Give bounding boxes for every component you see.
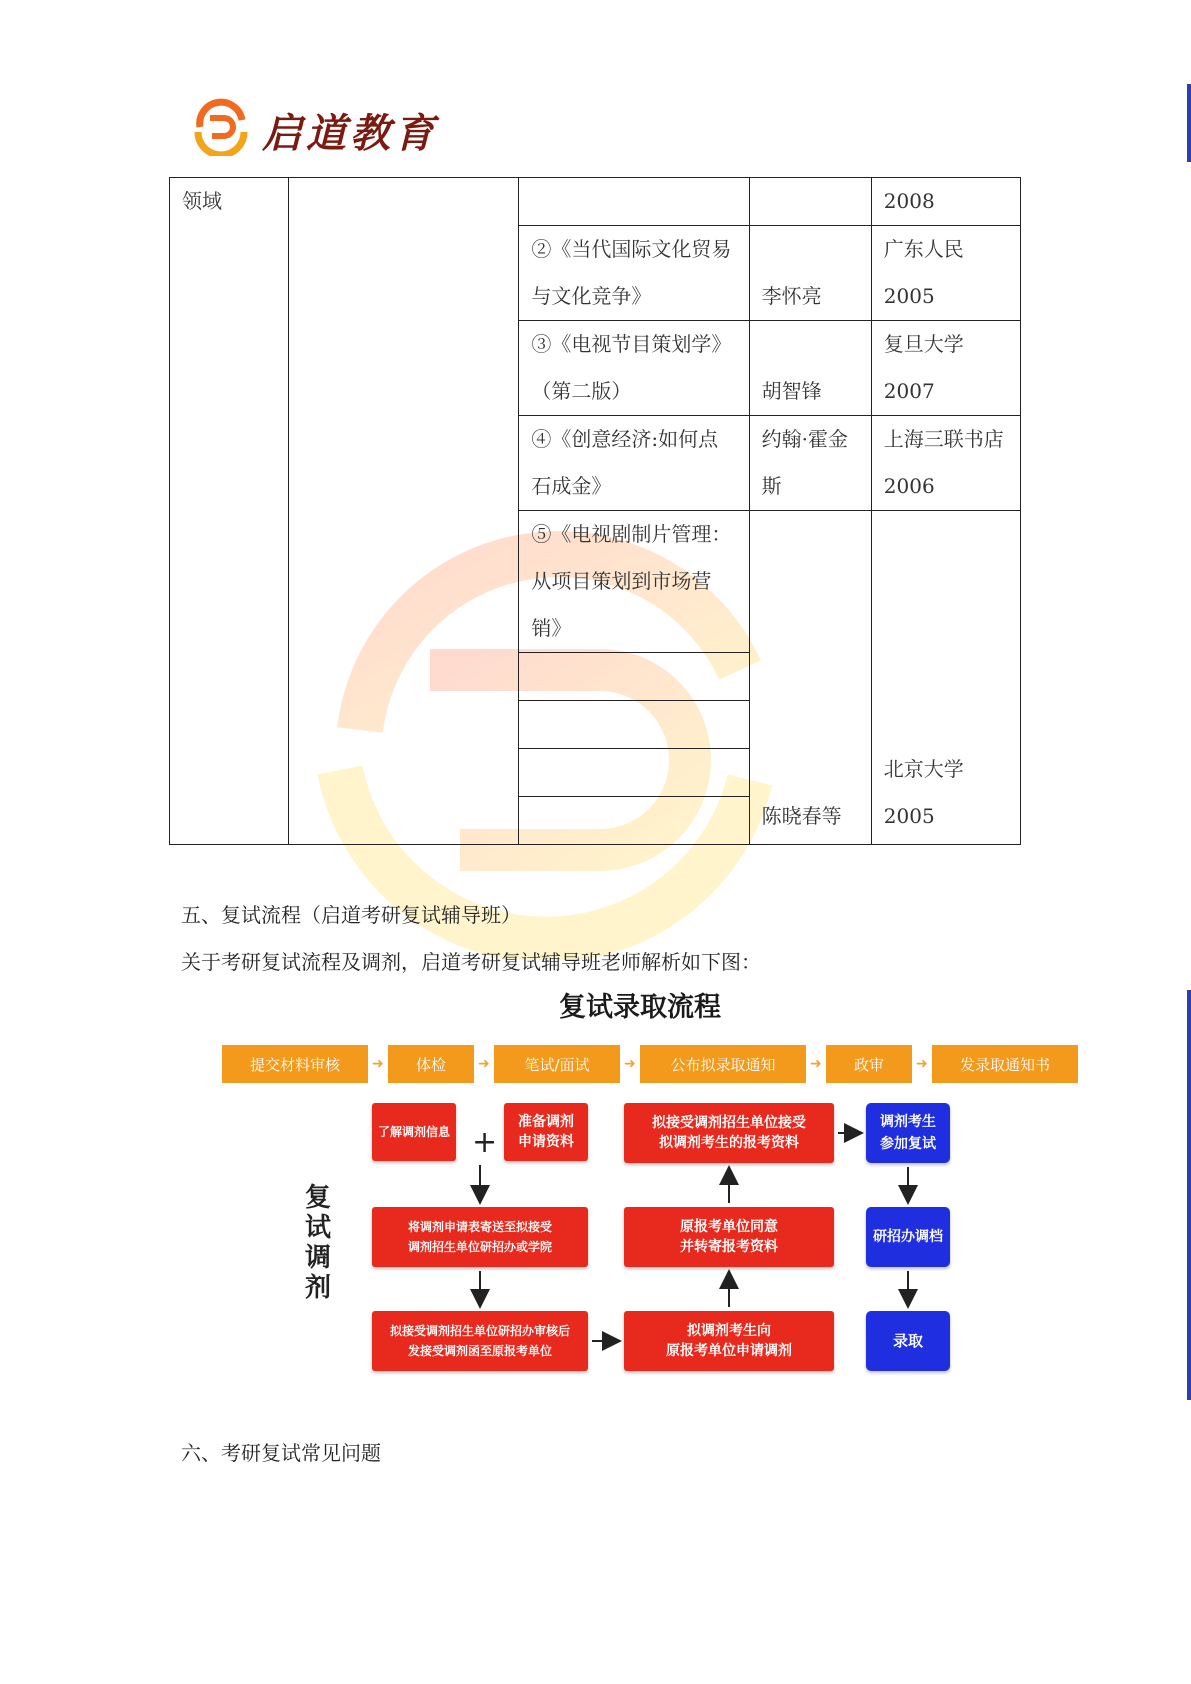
table-cell-field [170,178,289,845]
cell-line [762,558,859,605]
box-attend-interview: 调剂考生 参加复试 [866,1103,950,1163]
cell-line [884,652,1008,699]
table-cell-publisher [871,416,1020,511]
step-offer-letter: 发录取通知书 [932,1045,1078,1083]
table-row [170,178,1021,226]
admission-flowchart [200,985,1080,1395]
table-cell-publisher [871,321,1020,416]
box-apply-adjustment: 拟调剂考生向 原报考单位申请调剂 [624,1311,834,1371]
table-cell-title [519,511,749,845]
table-cell-author [749,321,871,416]
cell-line: 李怀亮 [761,284,822,308]
cell-line: 陈晓春等 [761,804,842,828]
cell-line: 2005 [883,284,935,308]
step-material-review: 提交材料审核 [222,1045,368,1083]
empty-subcell [519,652,748,700]
cell-line: 2008 [883,189,935,213]
cell-line: 上海三联书店 [883,427,1004,451]
table-cell-title [519,321,749,416]
cell-line [762,226,859,273]
box-receive-materials: 拟接受调剂招生单位接受 拟调剂考生的报考资料 [624,1103,834,1163]
section-heading: 六、考研复试常见问题 [181,1441,381,1465]
table-cell-title [519,226,749,321]
logo-mark-icon [192,98,250,156]
box-admit: 录取 [866,1311,950,1371]
step-admission-notice: 公布拟录取通知 [640,1045,806,1083]
cell-line [884,558,1008,605]
cell-line: ④《创意经济:如何点 [531,427,719,451]
step-physical-exam: 体检 [388,1045,474,1083]
box-agree-forward: 原报考单位同意 并转寄报考资料 [624,1207,834,1267]
cell-line: 北京大学 [883,757,964,781]
empty-subcell [519,796,748,844]
logo-text: 启道教育 [262,110,438,157]
box-send-application: 将调剂申请表寄送至拟接受 调剂招生单位研招办或学院 [372,1207,588,1267]
plus-icon: + [472,1125,498,1160]
book-list-table [169,177,1021,845]
step-political-review: 政审 [826,1045,912,1083]
cell-line: 约翰·霍金 [761,427,849,451]
box-learn-info: 了解调剂信息 [372,1103,456,1161]
cell-line: 2006 [883,474,935,498]
flow-arrows [200,985,1080,1395]
cell-line: 石成金》 [531,474,612,498]
table-cell-publisher [871,511,1020,845]
cell-line: 2005 [883,804,935,828]
table-cell-author [749,226,871,321]
cell-line: （第二版） [531,379,632,403]
arrow-right-icon: ➜ [916,1056,928,1072]
cell-line: 斯 [761,474,782,498]
box-review-letter: 拟接受调剂招生单位研招办审核后 发接受调剂函至原报考单位 [372,1311,588,1371]
empty-subcell [519,748,748,796]
table-cell-title [519,178,749,226]
flowchart-title: 复试录取流程 [559,992,721,1023]
cell-line: ⑤《电视剧制片管理： [531,522,732,546]
cell-line: 广东人民 [883,237,964,261]
field-label: 领域 [182,189,222,213]
cell-line [762,605,859,652]
cell-line: 与文化竞争》 [531,284,652,308]
cell-line [531,178,736,225]
adjustment-side-label: 复试调剂 [304,1183,331,1303]
table-cell-blank [289,178,519,845]
cell-line: ③《电视节目策划学》 [531,332,732,356]
box-file-transfer: 研招办调档 [866,1207,950,1267]
step-written-interview: 笔试/面试 [494,1045,620,1083]
cell-line [762,699,859,746]
cell-line [884,511,1008,558]
cell-line: 从项目策划到市场营 [531,569,712,593]
box-prepare-materials: 准备调剂 申请资料 [504,1103,588,1161]
arrow-right-icon: ➜ [372,1056,384,1072]
table-cell-publisher [871,178,1020,226]
cell-line [762,511,859,558]
cell-line [762,652,859,699]
arrow-right-icon: ➜ [624,1056,636,1072]
cell-line: 胡智锋 [761,379,822,403]
section-heading: 五、复试流程（启道考研复试辅导班） [181,903,521,927]
cell-line: ②《当代国际文化贸易 [531,237,732,261]
cell-line [762,746,859,793]
table-cell-author [749,511,871,845]
arrow-right-icon: ➜ [810,1056,822,1072]
cell-line [884,605,1008,652]
cell-line: 复旦大学 [883,332,964,356]
table-cell-author [749,178,871,226]
table-cell-title [519,416,749,511]
arrow-right-icon: ➜ [478,1056,490,1072]
cell-line: 销》 [531,616,572,640]
page-edge-bar [1187,84,1191,162]
cell-line: 2007 [883,379,935,403]
header-logo [192,98,452,160]
cell-line [762,178,859,225]
cell-line [884,699,1008,746]
cell-line [762,321,859,368]
table-cell-publisher [871,226,1020,321]
page-edge-bar [1187,990,1191,1400]
empty-subcell [519,700,748,748]
section-intro: 关于考研复试流程及调剂，启道考研复试辅导班老师解析如下图： [181,950,761,974]
table-cell-author [749,416,871,511]
